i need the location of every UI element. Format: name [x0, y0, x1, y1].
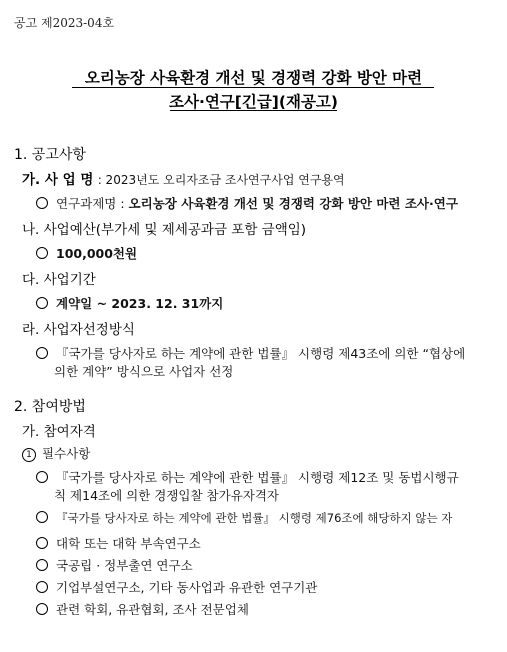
bullet-icon: [36, 197, 48, 209]
research-title-value: 오리농장 사육환경 개선 및 경쟁력 강화 방안 마련 조사·연구: [128, 196, 458, 211]
research-title-row: [36, 194, 458, 212]
selection-heading: 라. 사업자선정방식: [22, 322, 135, 338]
bullet-icon: [36, 511, 48, 523]
title-underline-1: [72, 87, 434, 88]
period-value: 계약일 ~ 2023. 12. 31까지: [56, 296, 224, 311]
title-underline-2: [170, 110, 337, 111]
business-name-label: 가. 사 업 명: [22, 172, 94, 188]
bullet-icon: [36, 581, 48, 593]
list-item: [36, 600, 249, 618]
list-item: [36, 556, 193, 574]
bullet-icon: [36, 537, 48, 549]
period-heading: 다. 사업기간: [22, 272, 96, 288]
section-1-heading: 1. 공고사항: [14, 147, 86, 163]
list-item: [36, 534, 201, 552]
qualification-heading: 가. 참여자격: [22, 424, 96, 440]
bullet-icon: [36, 247, 48, 259]
list-item-text: 국공립 · 정부출연 연구소: [56, 558, 193, 573]
bullet-icon: [36, 347, 48, 359]
list-item-text: 관련 학회, 유관협회, 조사 전문업체: [56, 602, 249, 617]
budget-heading: 나. 사업예산(부가세 및 제세공과금 포함 금액임): [22, 222, 307, 238]
budget-value: 100,000천원: [56, 246, 138, 261]
list-item-continuation: 칙 제14조에 의한 경쟁입찰 참가유자격자: [54, 488, 279, 503]
bullet-icon: [36, 471, 48, 483]
required-items-label: 필수사항: [42, 446, 91, 461]
selection-line-1: 『국가를 당사자로 하는 계약에 관한 법률』 시행령 제43조에 의한 “협상에: [56, 346, 466, 361]
budget-row: [36, 244, 137, 262]
circled-number-icon: 1: [22, 448, 36, 462]
title-line-2: 조사·연구[긴급](재공고): [169, 93, 338, 111]
selection-line-2: 의한 계약” 방식으로 사업자 선정: [54, 364, 234, 379]
bullet-icon: [36, 559, 48, 571]
bullet-icon: [36, 603, 48, 615]
research-title-label: 연구과제명 :: [56, 196, 125, 211]
title-line-1: 오리농장 사육환경 개선 및 경쟁력 강화 방안 마련: [84, 69, 423, 87]
period-row: [36, 294, 223, 312]
list-item-text: 기업부설연구소, 기타 동사업과 유관한 연구기관: [56, 580, 318, 595]
list-item: [36, 578, 317, 596]
list-item: [36, 468, 459, 486]
business-name-value: : 2023년도 오리자조금 조사연구사업 연구용역: [97, 173, 345, 187]
list-item-text: 대학 또는 대학 부속연구소: [56, 536, 201, 551]
notice-number: 공고 제2023-04호: [14, 16, 115, 30]
list-item-text: 『국가를 당사자로 하는 계약에 관한 법률』 시행령 제12조 및 동법시행규: [56, 470, 459, 485]
bullet-icon: [36, 297, 48, 309]
business-name-row: [22, 168, 345, 188]
section-2-heading: 2. 참여방법: [14, 399, 86, 415]
required-items-row: [22, 444, 90, 462]
list-item-text: 『국가를 당사자로 하는 계약에 관한 법률』 시행령 제76조에 해당하지 않는 자: [56, 511, 453, 525]
selection-row: [36, 344, 465, 362]
list-item: [36, 510, 452, 526]
